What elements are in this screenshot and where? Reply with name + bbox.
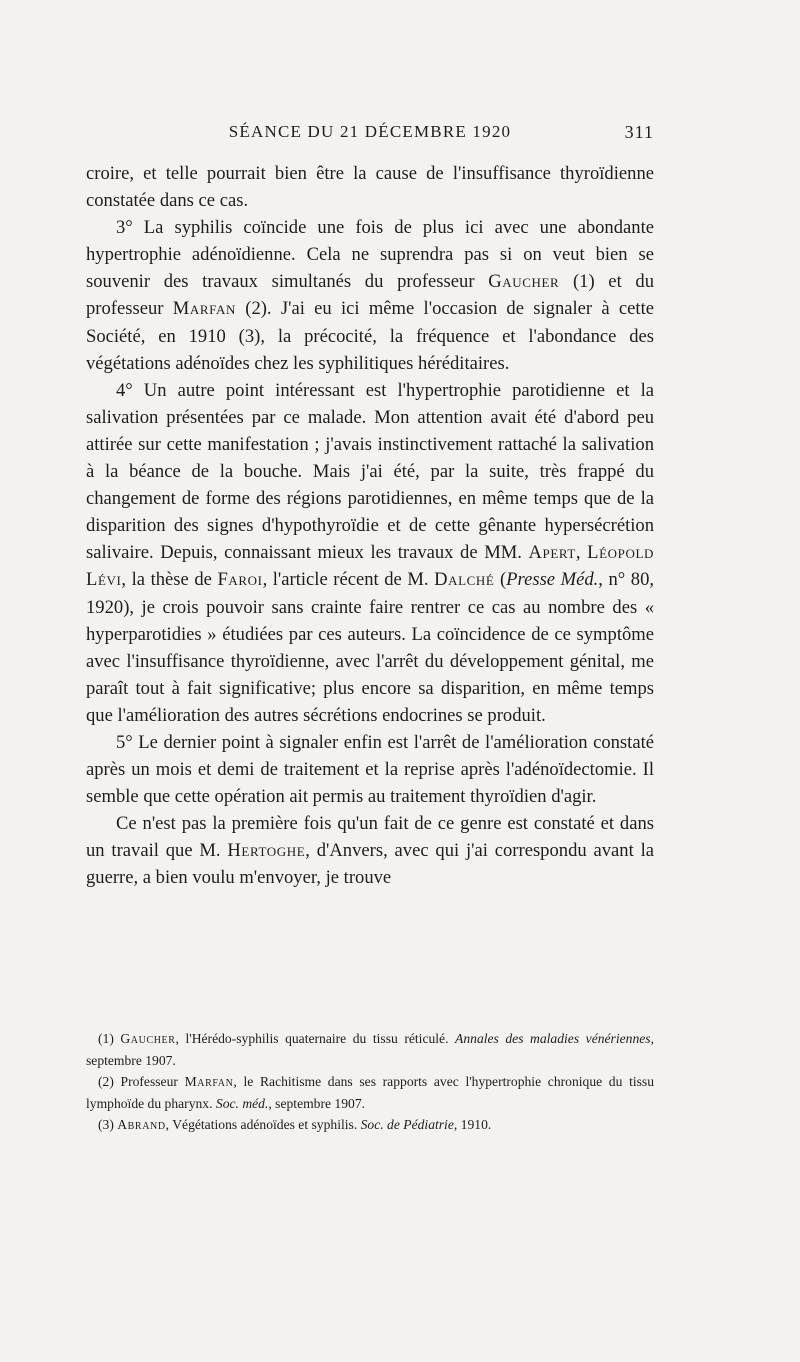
author-name: Apert [528,542,576,564]
footnote [86,1071,654,1114]
author-name: Faroi [217,569,263,591]
book-page [86,0,654,1362]
text-run: , septembre 1907. [86,1031,654,1068]
text-run: , Végétations adénoïdes et syphilis. [165,1117,361,1132]
text-run: 3° La syphilis coïncide une fois de plus ici avec une abondante hypertrophie adénoïdienne. Cela ne suprendra pas si on veut bien se souvenir des travaux simultanés du professeur [86,217,654,293]
citation-title: Annales des maladies vénériennes [455,1031,651,1046]
paragraph [86,377,654,729]
citation-title: Presse Méd. [506,569,599,591]
text-run: (3) [98,1117,118,1132]
citation-title: Soc. méd. [215,1095,269,1111]
text-run: ( [494,569,507,591]
running-header [86,122,654,150]
paragraph [86,729,654,810]
text-run: (1) [98,1031,121,1046]
footnotes [86,1028,654,1136]
footnote [86,1114,654,1136]
author-name: Dalché [434,569,495,591]
text-run: , l'Hérédo-syphilis quaternaire du tissu réticulé. [175,1031,456,1046]
running-title: SÉANCE DU 21 DÉCEMBRE 1920 [228,122,512,141]
author-name: Hertoghe [227,840,306,862]
text-run: 5° Le dernier point à signaler enfin est l'arrêt de l'amélioration constaté après un mois et demi de traitement et la reprise après l'adénoïdectomie. Il semble que cette opération ait permis au traitement thyroïdien d'agir. [86,731,654,808]
text-run: (2). J'ai eu ici même l'occasion de signaler à cette Société, en 1910 (3), la précocité, la fréquence et l'abondance des végétations adénoïdes chez les syphilitiques héréditaires. [86,298,655,374]
author-name: Abrand [117,1117,166,1132]
page-number: 311 [624,122,654,142]
footnote [86,1028,654,1071]
author-name: Marfan [184,1074,234,1089]
paragraph [86,810,654,891]
text-run: (2) Professeur [98,1074,185,1089]
citation-title: Soc. de Pédiatrie [360,1117,454,1132]
text-run: , d'Anvers, avec qui j'ai correspondu avant la guerre, a bien voulu m'envoyer, je trouve [86,840,654,889]
text-run: , l'article récent de M. [262,569,435,591]
main-text [86,160,654,892]
text-run: , la thèse de [121,569,218,591]
text-run: , 1910. [453,1117,492,1132]
text-run: , [575,542,588,564]
author-name: Gaucher [488,271,560,293]
text-run: , le Rachitisme dans ses rapports avec l'hypertrophie chronique du tissu lymphoïde du pharynx. [86,1074,655,1111]
text-run: , septembre 1907. [268,1095,366,1111]
text-run: , n° 80, 1920), je crois pouvoir sans crainte faire rentrer ce cas au nombre des « hyperparotidies » étudiées par ces auteurs. La coïncidence de ce symptôme avec l'insuffisance thyroïdienne, avec l'arrêt du développement génital, me paraît tout à fait significative; plus encore sa disparition, en même temps que l'amélioration des autres sécrétions endocrines se produit. [86,569,655,726]
text-run: (1) et du professeur [86,271,654,320]
author-name: Léopold Lévi [86,542,654,591]
author-name: Marfan [172,298,236,320]
text-run: Ce n'est pas la première fois qu'un fait de ce genre est constaté et dans un travail que M. [86,813,654,862]
text-run: croire, et telle pourrait bien être la cause de l'insuffisance thyroïdienne constatée dans ce cas. [86,163,654,212]
paragraph [86,160,654,214]
text-run: 4° Un autre point intéressant est l'hypertrophie parotidienne et la salivation présentées par ce malade. Mon attention avait été d'abord peu attirée sur cette manifestation ; j'avais instinctivement rattaché la salivation à la béance de la bouche. Mais j'ai été, par la suite, très frappé du changement de forme des régions parotidiennes, en même temps que de la disparition des signes d'hypothyroïdie et de cette gênante hypersécrétion salivaire. Depuis, connaissant mieux les travaux de MM. [86,379,654,564]
paragraph [86,214,654,377]
author-name: Gaucher [120,1031,176,1046]
